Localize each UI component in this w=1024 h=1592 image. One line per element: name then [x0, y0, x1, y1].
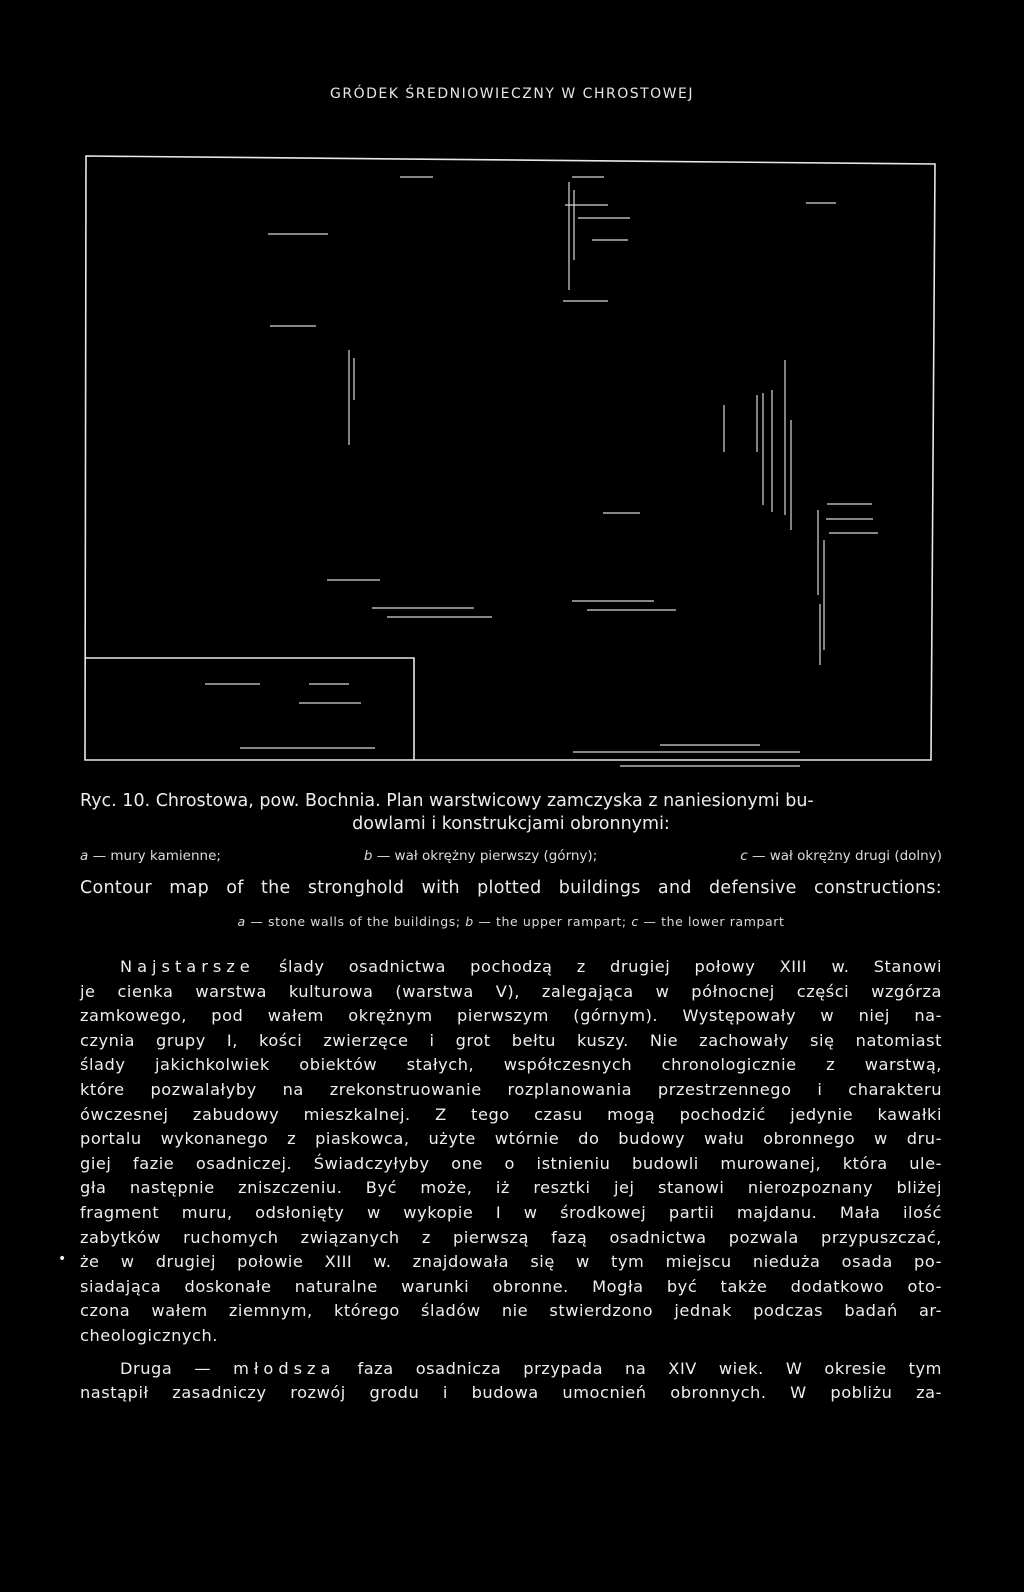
- figure-caption: [80, 790, 942, 836]
- caption-english: Contour map of the stronghold with plotted buildings and defensive constructions:: [80, 878, 942, 898]
- contour-map-plan: [0, 0, 1024, 780]
- contour-lines: [205, 177, 878, 766]
- body-line: czynia grupy I, kości zwierzęce i grot bełtu kuszy. Nie zachowały się natomiast: [80, 1030, 942, 1050]
- body-line: gła następnie zniszczeniu. Być może, iż resztki jej stanowi nierozpoznany bliżej: [80, 1178, 942, 1198]
- body-line: cheologicznych.: [80, 1325, 218, 1345]
- body-text: [80, 955, 942, 1406]
- map-frame: [85, 156, 935, 760]
- body-line: fragment muru, odsłonięty w wykopie I w środkowej partii majdanu. Mała ilość: [80, 1202, 942, 1222]
- paragraph-1-first-line: Najstarsze ślady osadnictwa pochodzą z drugiej połowy XIII w. Stanowi: [120, 957, 942, 976]
- body-line: nastąpił zasadniczy rozwój grodu i budowa umocnień obronnych. W pobliżu za-: [80, 1383, 942, 1403]
- running-head: GRÓDEK ŚREDNIOWIECZNY W CHROSTOWEJ: [330, 86, 694, 102]
- body-line: je cienka warstwa kulturowa (warstwa V), zalegająca w północnej części wzgórza: [80, 981, 942, 1001]
- legend-pl-b: b — wał okrężny pierwszy (górny);: [363, 848, 598, 864]
- legend-polish: [80, 848, 942, 864]
- body-line: że w drugiej połowie XIII w. znajdowała się w tym miejscu nieduża osada po-: [80, 1252, 942, 1272]
- body-line: siadająca doskonałe naturalne warunki obronne. Mogła być także dodatkowo oto-: [80, 1276, 942, 1296]
- body-line: które pozwalałyby na zrekonstruowanie rozplanowania przestrzennego i charakteru: [80, 1079, 942, 1099]
- caption-line-1: Ryc. 10. Chrostowa, pow. Bochnia. Plan warstwicowy zamczyska z naniesionymi bu-: [80, 791, 814, 811]
- paragraph-2: [80, 1357, 942, 1406]
- body-line: zamkowego, pod wałem okrężnym pierwszym (górnym). Występowały w niej na-: [80, 1006, 942, 1026]
- body-line: zabytków ruchomych związanych z pierwszą fazą osadnictwa pozwala przypuszczać,: [80, 1227, 942, 1247]
- legend-english: a — stone walls of the buildings; b — the upper rampart; c — the lower rampart: [237, 914, 785, 929]
- body-line: ówczesnej zabudowy mieszkalnej. Z tego czasu mogą pochodzić jedynie kawałki: [80, 1104, 942, 1124]
- body-line: czona wałem ziemnym, którego śladów nie stwierdzono jednak podczas badań ar-: [80, 1301, 942, 1321]
- legend-pl-c: c — wał okrężny drugi (dolny): [740, 848, 942, 864]
- margin-bullet: •: [58, 1251, 67, 1267]
- body-line: ślady jakichkolwiek obiektów stałych, współczesnych chronologicznie z warstwą,: [80, 1055, 942, 1075]
- paragraph-2-first-line: Druga — młodsza faza osadnicza przypada na XIV wiek. W okresie tym: [120, 1358, 942, 1378]
- body-line: portalu wykonanego z piaskowca, użyte wtórnie do budowy wału obronnego w dru-: [80, 1129, 942, 1149]
- legend-pl-a: a — mury kamienne;: [80, 848, 221, 864]
- body-line: giej fazie osadniczej. Świadczyłyby one o istnieniu budowli murowanej, która ule-: [80, 1153, 942, 1173]
- caption-line-2: dowlami i konstrukcjami obronnymi:: [352, 814, 670, 834]
- paragraph-1: [80, 955, 942, 1349]
